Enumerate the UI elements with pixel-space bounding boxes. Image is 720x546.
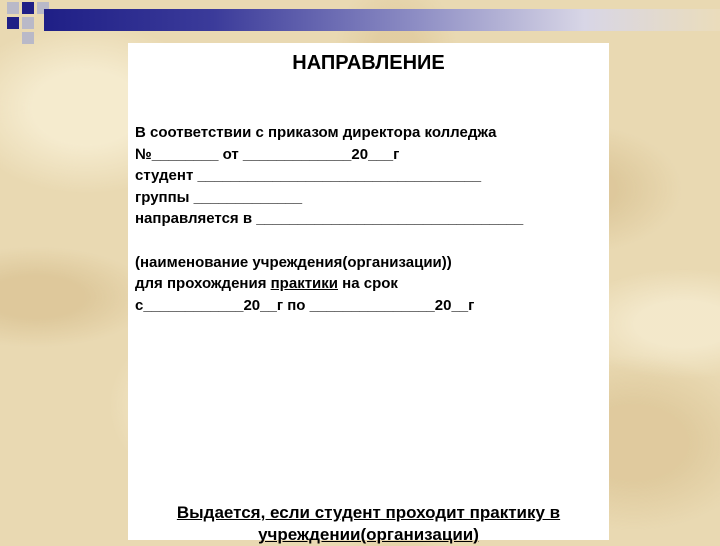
decorative-square-navy — [22, 2, 34, 14]
order-number-line: №________ от _____________20___г — [135, 145, 400, 163]
practice-line-suffix: на срок — [338, 275, 398, 292]
practice-line — [135, 273, 605, 295]
organization-caption: (наименование учреждения(организации)) — [135, 253, 452, 271]
decorative-square-grey — [22, 32, 34, 44]
footer-note: Выдается, если студент проходит практику в учреждении(организации) — [176, 503, 561, 544]
decorative-square-grey — [7, 2, 19, 14]
decorative-square-grey — [22, 17, 34, 29]
order-line: В соответствии с приказом директора колледжа — [135, 124, 497, 141]
decorative-header — [0, 0, 720, 44]
document-card — [128, 43, 609, 544]
decorative-square-navy — [7, 17, 19, 29]
group-line: группы _____________ — [135, 188, 303, 206]
destination-line: направляется в ________________________________ — [135, 210, 524, 227]
document-title: НАПРАВЛЕНИЕ — [292, 52, 445, 74]
practice-link[interactable]: практики — [270, 275, 338, 292]
period-line: с____________20__г по _______________20__г — [135, 296, 475, 314]
practice-line-prefix: для прохождения — [135, 275, 271, 292]
decorative-gradient-band — [44, 9, 720, 31]
student-line: студент __________________________________ — [135, 167, 482, 184]
document-body — [135, 122, 605, 316]
spacer — [135, 230, 605, 252]
